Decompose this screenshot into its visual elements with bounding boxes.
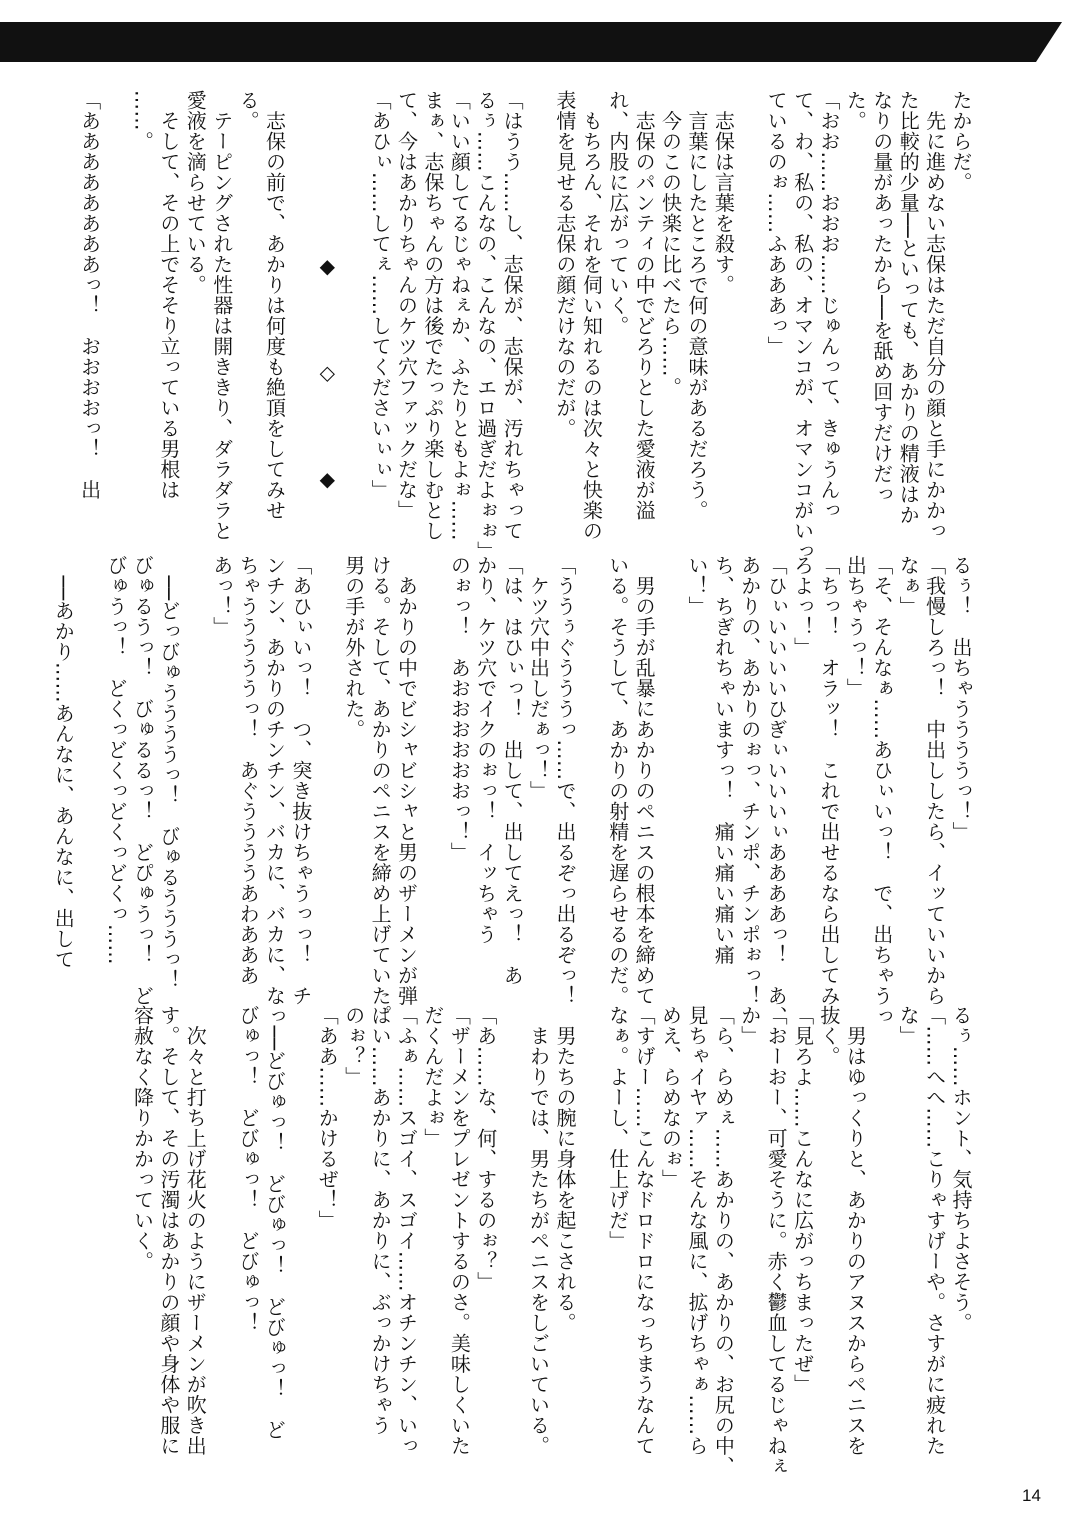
text-line: た比較的少量──といっても、あかりの精液はか: [896, 90, 921, 526]
text-band-bottom: [94, 1005, 974, 1477]
blank-line: [76, 555, 102, 995]
blank-line: [657, 555, 683, 995]
text-line: 「はうう……し、志保が、志保が、汚れちゃって: [500, 90, 525, 541]
text-line: 出ちゃうっ！」: [843, 555, 868, 699]
text-line: るぅ……こんなの、こんなの、エロ過ぎだよぉぉ」: [473, 90, 498, 562]
text-line: て、今はあかりちゃんのケツ穴ファックだな」: [394, 90, 419, 521]
text-line: ケツ穴中出しだぁっ！」: [526, 555, 551, 801]
text-line: 「ら、らめぇ……あかりの、あかりの、お尻の中、: [711, 1005, 736, 1477]
blank-line: [499, 1005, 525, 1445]
text-line: 「は、はひぃっ！ 出して、出してえっ！ あ: [500, 555, 525, 986]
text-line: 「あひぃ……してぇ……してくださいぃぃ」: [368, 90, 393, 500]
text-line: 容赦なく降りかかっていく。: [130, 1005, 155, 1272]
text-line: まぁ、志保ちゃんの方は後でたっぷり楽しむとし: [420, 90, 445, 541]
text-line: かり、ケツ穴でイクのぉっ！ イッちゃう: [473, 555, 498, 945]
text-line: 志保は言葉を殺す。: [711, 90, 736, 295]
text-line: るぅ！ 出ちゃううううっ！」: [949, 555, 973, 842]
text-line: 抜く。: [816, 1005, 841, 1067]
blank-line: [525, 90, 551, 530]
page-number: 14: [1022, 1486, 1041, 1505]
text-line: 「我慢しろっ！ 中出ししたら、イッていいから: [922, 555, 947, 1006]
text-line: 「ああ……かけるぜ！」: [315, 1005, 340, 1231]
text-line: いる。そうして、あかりの射精を遅らせるのだ。: [605, 555, 630, 1006]
text-line: あかりの中でビシャビシャと男のザーメンが弾: [394, 555, 419, 1006]
text-line: 「すげー……こんなドロドロになっちまうなんて: [632, 1005, 657, 1456]
blank-line: [208, 1005, 234, 1445]
text-line: たからだ。: [949, 90, 973, 193]
text-line: ……。: [130, 90, 155, 152]
text-line: びゅっ！ どびゅっ！ どびゅっ！: [236, 1005, 261, 1333]
blank-line: [578, 555, 604, 995]
text-line: 「ああああああああっ！ おおおおっ！ 出: [77, 90, 102, 500]
text-line: 愛液を滴らせている。: [183, 90, 208, 295]
text-line: まわりでは、男たちがペニスをしごいている。: [526, 1005, 551, 1456]
blank-line: [288, 1005, 314, 1445]
text-line: ているのぉ……ふあああっ」: [764, 90, 789, 357]
blank-line: [420, 555, 446, 995]
text-line: 先に進めない志保はただ自分の顔と手にかかっ: [922, 90, 947, 541]
text-line: ──あかり……あんなに、あんなに、出して: [51, 555, 76, 970]
header-bar: [0, 0, 1080, 70]
text-line: 見ちゃイヤァ……そんな風に、拡げちゃぁ……ら: [684, 1005, 709, 1456]
blank-line: [578, 1005, 604, 1445]
blank-line: [182, 555, 208, 995]
text-line: 男の手が外された。: [341, 555, 366, 740]
text-band-middle: [51, 555, 974, 1027]
text-line: ンチン、あかりのチンチン、バカに、バカに、なっ: [262, 555, 287, 1027]
text-line: だくんだよぉ」: [420, 1005, 445, 1149]
text-line: 男の手が乱暴にあかりのペニスの根本を締めて: [632, 555, 657, 1006]
text-line: 今のこの快楽に比べたら……。: [658, 90, 683, 398]
text-line: ろよっ！」: [790, 555, 815, 658]
text-line: 「……へへ……こりゃすげーや。さすがに疲れた: [922, 1005, 947, 1456]
text-line: 「ううぅぐうううっ……で、出るぞっ出るぞっ！: [552, 555, 577, 1006]
text-line: のぉっ！ あおおおおおおっ！」: [447, 555, 472, 863]
text-line: めえ、らめなのぉ」: [658, 1005, 683, 1190]
text-line: て、わ、私の、私の、オマンコが、オマンコがいっ: [790, 90, 815, 562]
text-line: なりの量があったから──を舐め回すだけだっ: [869, 90, 894, 505]
text-line: 男たちの腕に身体を起こされる。: [552, 1005, 577, 1333]
blank-line: [736, 90, 762, 530]
text-line: な」: [896, 1005, 921, 1046]
text-line: もちろん、それを伺い知れるのは次々と快楽の: [579, 90, 604, 541]
text-line: 「おお……おおお……じゅんって、きゅうんっ: [816, 90, 841, 521]
text-line: なぁ」: [896, 555, 921, 617]
text-line: ◆ ◇ ◆: [315, 90, 340, 492]
blank-line: [288, 90, 314, 530]
text-line: 「あひぃいっ！ つ、突き抜けちゃうっっ！ チ: [288, 555, 313, 1006]
text-line: 「ちっ！ オラッ！ これで出せるなら出してみ: [816, 555, 841, 1006]
text-line: 言葉にしたところで何の意味があるだろう。: [684, 90, 709, 521]
text-line: た。: [843, 90, 868, 131]
text-line: あっ！」: [209, 555, 234, 637]
text-line: びゅうっ！ どくっどくっどくっどくっ……: [104, 555, 129, 965]
text-line: 志保のパンティの中でどろりとした愛液が溢: [632, 90, 657, 521]
text-line: 表情を見せる志保の顔だけなのだが。: [552, 90, 577, 439]
text-line: す。そして、その汚濁はあかりの顔や身体や服に: [156, 1005, 181, 1456]
text-line: 「見ろよ……こんなに広がっちまったぜ」: [790, 1005, 815, 1395]
text-line: びゅるうっ！ びゅるるっ！ どぴゅうっ！ ど: [130, 555, 155, 1006]
text-line: か」: [737, 1005, 762, 1046]
blank-line: [340, 90, 366, 530]
text-line: 男はゆっくりと、あかりのアヌスからペニスを: [843, 1005, 868, 1456]
text-line: 「そ、そんなぁ……あひぃいっ！ で、出ちゃうっ: [869, 555, 894, 1027]
text-line: れ、内股に広がっていく。: [605, 90, 630, 336]
text-line: ぱい……あかりに、あかりに、ぶっかけちゃう: [368, 1005, 393, 1436]
blank-line: [314, 555, 340, 995]
text-line: のぉ？」: [341, 1005, 366, 1087]
text-line: ける。そして、あかりのペニスを締め上げていた: [368, 555, 393, 1006]
text-line: 「ふぁ……スゴイ、スゴイ……オチンチン、いっ: [394, 1005, 419, 1456]
text-line: 「ザーメンをプレゼントするのさ。美味しくいた: [447, 1005, 472, 1456]
text-line: 次々と打ち上げ花火のようにザーメンが吹き出: [183, 1005, 208, 1456]
text-line: 「おーおー、可愛そうに。赤く鬱血してるじゃねぇ: [764, 1005, 789, 1477]
text-line: 「いい顔してるじゃねぇか、ふたりともよぉ……: [447, 90, 472, 541]
text-band-top: [77, 90, 974, 562]
text-line: ──どっびゅううううっ！ びゅるうううっ！: [156, 555, 181, 991]
text-line: そして、その上でそそり立っている男根は: [156, 90, 181, 500]
text-line: なぁ。よーし、仕上げだ」: [605, 1005, 630, 1251]
text-line: 「ひぃいいいいひぎぃいいいぃああああっ！ あ、: [764, 555, 789, 1027]
blank-line: [103, 90, 129, 530]
text-line: 「あ……な、何、するのぉ？」: [473, 1005, 498, 1292]
text-line: ち、ちぎれちゃいますっ！ 痛い痛い痛い痛: [711, 555, 736, 965]
text-line: あかりの、あかりのぉっ、チンポ、チンポぉっ！: [737, 555, 762, 1006]
text-line: ──どびゅっ！ どびゅっ！ どびゅっ！ ど: [262, 1005, 287, 1441]
blank-line: [868, 1005, 894, 1445]
text-line: 志保の前で、あかりは何度も絶頂をしてみせ: [262, 90, 287, 521]
text-line: る。: [236, 90, 261, 131]
text-line: テーピングされた性器は開ききり、ダラダラと: [209, 90, 234, 541]
text-line: ちゃうううううっ！ あぐううううあわあああ: [236, 555, 261, 986]
text-line: るぅ……ホント、気持ちよさそう。: [949, 1005, 973, 1333]
text-line: い！」: [684, 555, 709, 617]
